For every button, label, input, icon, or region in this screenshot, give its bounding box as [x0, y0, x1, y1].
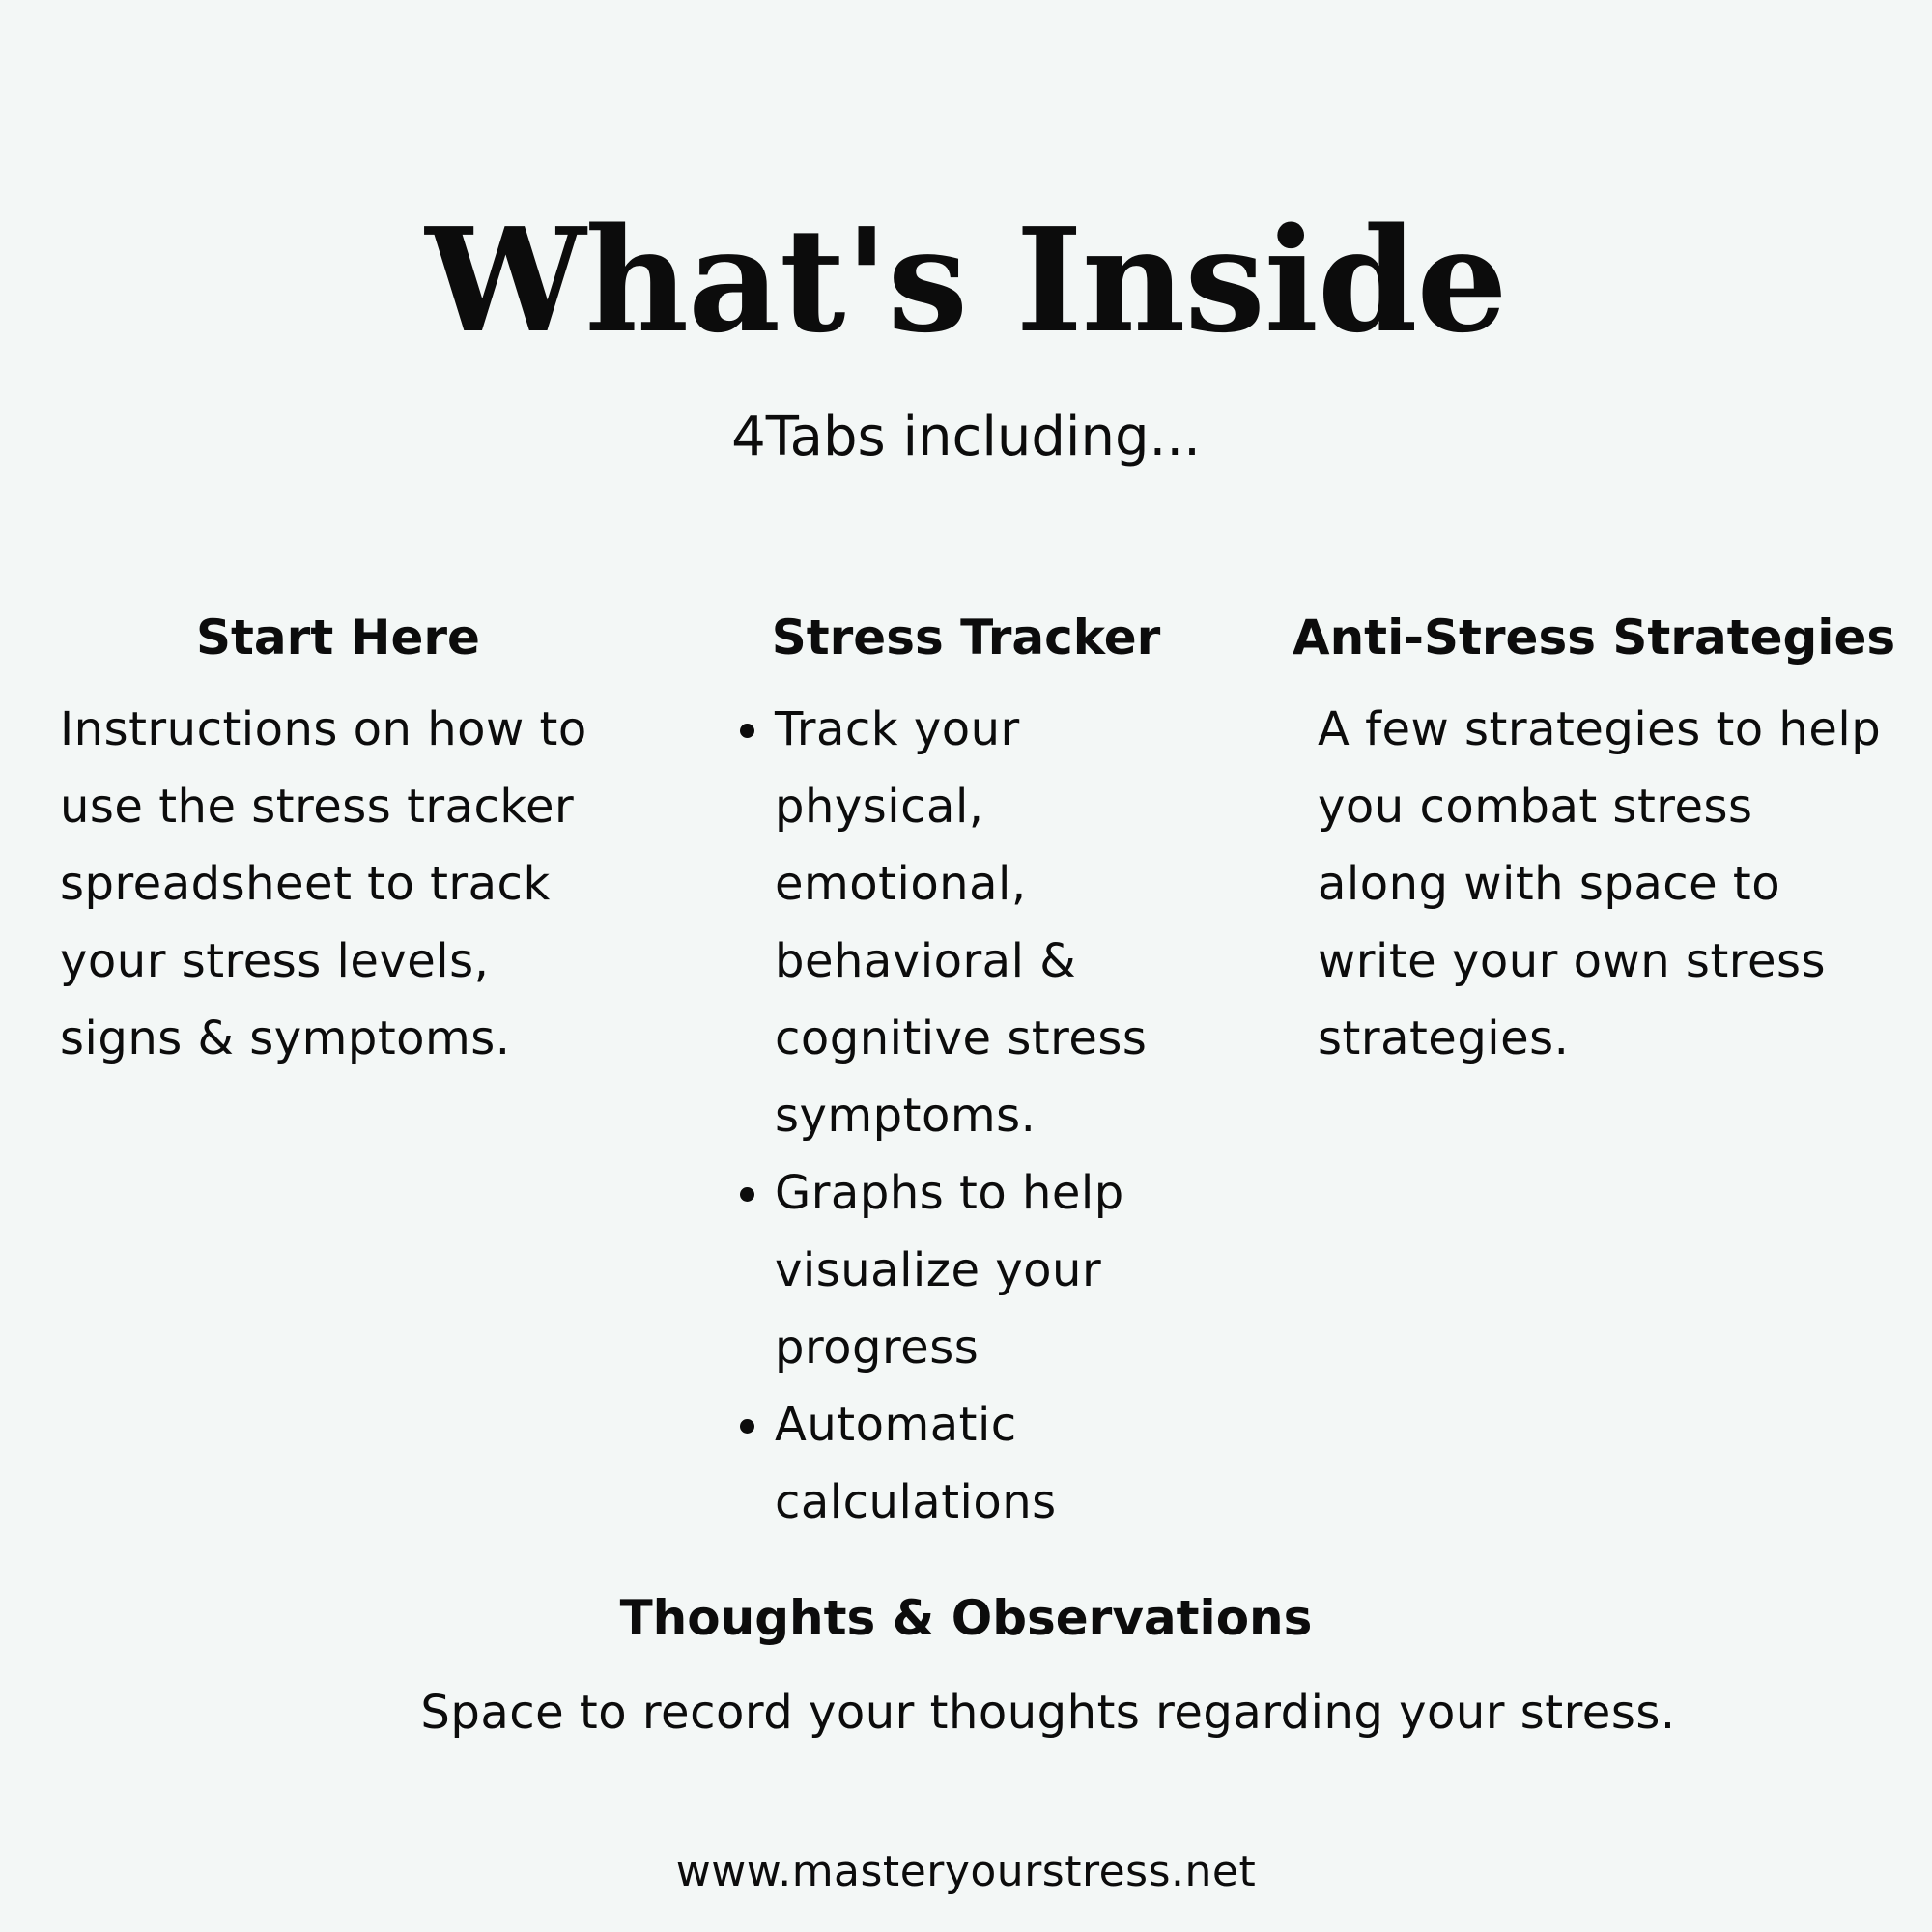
- section-start-here: [48, 604, 628, 1077]
- section-text-start-here: Instructions on how to use the stress tracker spreadsheet to track your stress levels, signs & symptoms.: [60, 702, 587, 1065]
- list-item: • Graphs to help visualize your progress: [775, 1154, 1217, 1386]
- list-item: • Track your physical, emotional, behavioral & cognitive stress symptoms.: [775, 691, 1217, 1154]
- section-stress-tracker: [715, 604, 1217, 1541]
- stress-tracker-bullet-list: [715, 691, 1217, 1541]
- footer-website: www.masteryourstress.net: [675, 1847, 1257, 1896]
- section-heading-stress-tracker: Stress Tracker: [771, 610, 1161, 666]
- section-heading-thoughts: Thoughts & Observations: [619, 1590, 1313, 1646]
- section-anti-stress-strategies: [1285, 604, 1903, 1077]
- page-subtitle: 4Tabs including...: [731, 406, 1201, 469]
- page-title: What's Inside: [425, 196, 1507, 364]
- list-item: • Automatic calculations: [775, 1386, 1217, 1541]
- section-text-anti-stress-strategies: A few strategies to help you combat stress along with space to write your own stress strategies.: [1318, 702, 1882, 1065]
- section-text-thoughts: Space to record your thoughts regarding your stress.: [420, 1686, 1676, 1740]
- section-heading-start-here: Start Here: [196, 610, 480, 666]
- section-heading-anti-stress-strategies: Anti-Stress Strategies: [1292, 610, 1896, 666]
